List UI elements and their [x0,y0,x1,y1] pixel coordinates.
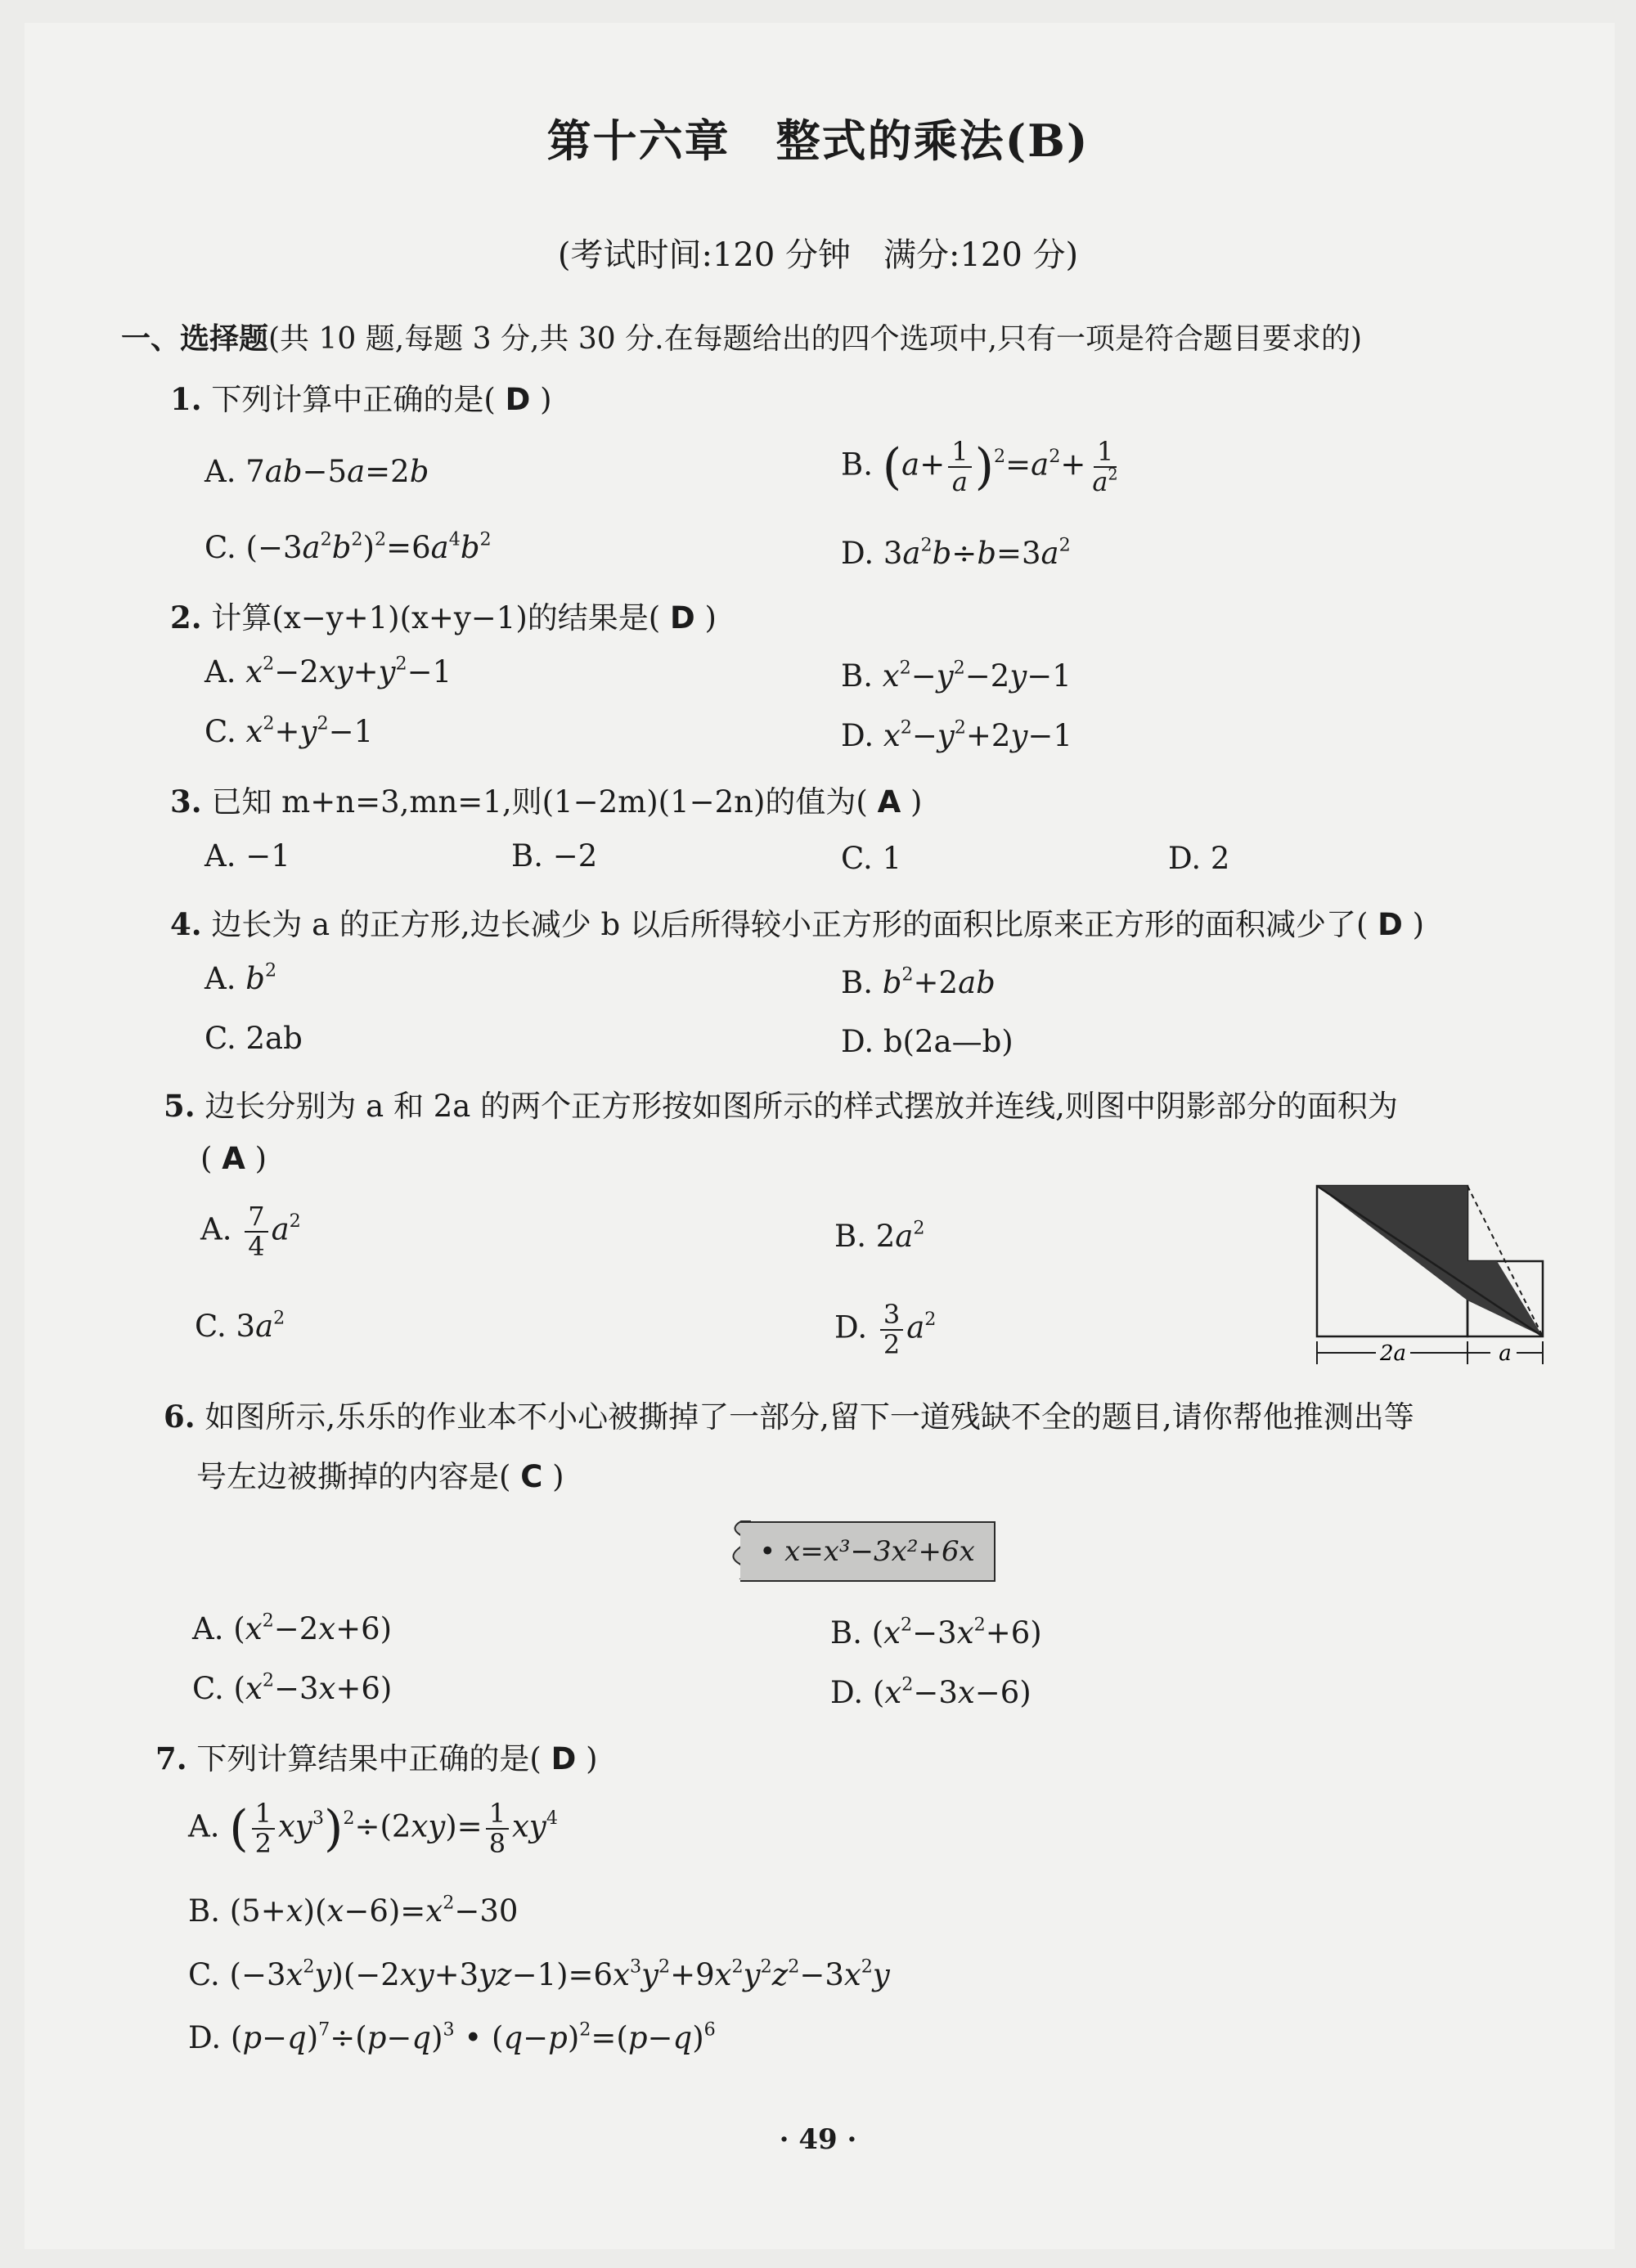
section-instructions: (共 10 题,每题 3 分,共 30 分.在每题给出的四个选项中,只有一项是符合题目要求的) [268,322,1363,356]
q7-option-d: D. $(p-q)^7\div(p-q)^3$ • $(q-p)^2=(p-q)^6$ [188,2019,716,2055]
q6-option-d: D. $(x^2-3x-6)$ [830,1673,1031,1710]
shaded-lower [1467,1261,1543,1336]
q3-option-b: B. −2 [511,838,598,874]
question-4: 4. 边长为 a 的正方形,边长减少 b 以后所得较小正方形的面积比原来正方形的面积减少了( D ) [170,906,1425,942]
question-stem: 下列计算中正确的是( [211,382,496,417]
q3-option-c: C. 1 [841,841,902,876]
q4-option-c: C. 2ab [204,1021,303,1056]
q1-option-c: C. $(-3a^2b^2)^2=6a^4b^2$ [204,528,492,565]
q5-option-c: C. $3a^2$ [195,1307,285,1344]
q2-option-d: D. $x^2-y^2+2y-1$ [841,716,1072,753]
q1-option-d: D. $3a^2b\div b=3a^2$ [841,534,1071,571]
question-5: 5. 边长分别为 a 和 2a 的两个正方形按如图所示的样式摆放并连线,则图中阴影部分的面积为 [164,1088,1398,1124]
q7-option-b: B. $(5+x)(x-6)=x^2-30$ [188,1892,519,1929]
q2-option-a: A. $x^2-2xy+y^2-1$ [204,653,452,689]
q5-option-d: D. $\frac{3}{2}$ $a^2$ [834,1299,937,1361]
q4-option-b: B. $b^2+2ab$ [841,963,996,1000]
q5-answer-line: ( A ) [200,1141,267,1176]
section-heading [121,316,1362,357]
q6-option-b: B. $(x^2-3x^2+6)$ [830,1614,1042,1650]
answer: A [877,784,901,820]
q2-option-b: B. $x^2-y^2-2y-1$ [841,657,1072,694]
exam-info: (考试时间:120 分钟 满分:120 分) [557,236,1079,274]
question-2: 2. 计算(x−y+1)(x+y−1)的结果是( D ) [170,600,717,635]
q4-option-a: A. $b^2$ [204,959,277,996]
answer: D [669,600,695,635]
q3-option-d: D. 2 [1168,841,1230,876]
q1-option-a: A. 7ab−5a=2b [204,454,429,489]
answer: D [505,382,531,417]
q4-option-d: D. b(2a—b) [841,1024,1014,1059]
q1-option-b: B. (a+ $\frac{1}{a}$ )$^2=a^2+$ $\frac{1}{a^2}$ [841,436,1118,498]
torn-text: • x=x³−3x²+6x [759,1535,975,1568]
q7-option-a: A. ( $\frac{1}{2}$ $xy^3)^2\div(2xy)=$ $\frac{1}{8}$ $xy^4$ [188,1798,558,1860]
torn-homework-strip [740,1521,996,1582]
answer: D [1378,907,1403,942]
question-3: 3. 已知 m+n=3,mn=1,则(1−2m)(1−2n)的值为( A ) [170,784,923,820]
question-1 [170,375,552,419]
q5-option-a: A. $\frac{7}{4}$ $a^2$ [200,1201,301,1263]
question-7: 7. 下列计算结果中正确的是( D ) [155,1740,598,1776]
page-title: 第十六章 整式的乘法(B) [546,115,1090,167]
answer: C [520,1459,543,1494]
question-6-line1: 6. 如图所示,乐乐的作业本不小心被撕掉了一部分,留下一道残缺不全的题目,请你帮他推测出等 [164,1399,1414,1435]
q3-option-a: A. −1 [204,838,290,874]
page-number: · 49 · [779,2123,857,2156]
q6-option-a: A. $(x^2-2x+6)$ [192,1610,393,1646]
q2-option-c: C. $x^2+y^2-1$ [204,712,374,749]
squares-figure [1309,1178,1554,1374]
question-close: ) [540,382,552,417]
label-a: a [1499,1341,1512,1366]
q5-option-b: B. $2a^2$ [834,1217,925,1254]
question-6-line2: 号左边被撕掉的内容是( C ) [196,1459,564,1494]
shaded-upper [1317,1186,1467,1300]
question-number: 1. [170,381,202,417]
q6-option-c: C. $(x^2-3x+6)$ [192,1669,393,1706]
answer: A [222,1141,245,1176]
q7-option-c: C. $(-3x^2y)(-2xy+3yz-1)=6x^3y^2+9x^2y^2z^2-3x^2y$ [188,1956,890,1992]
label-2a: 2a [1379,1341,1407,1366]
section-title: 一、选择题 [121,321,269,356]
answer: D [551,1741,577,1776]
